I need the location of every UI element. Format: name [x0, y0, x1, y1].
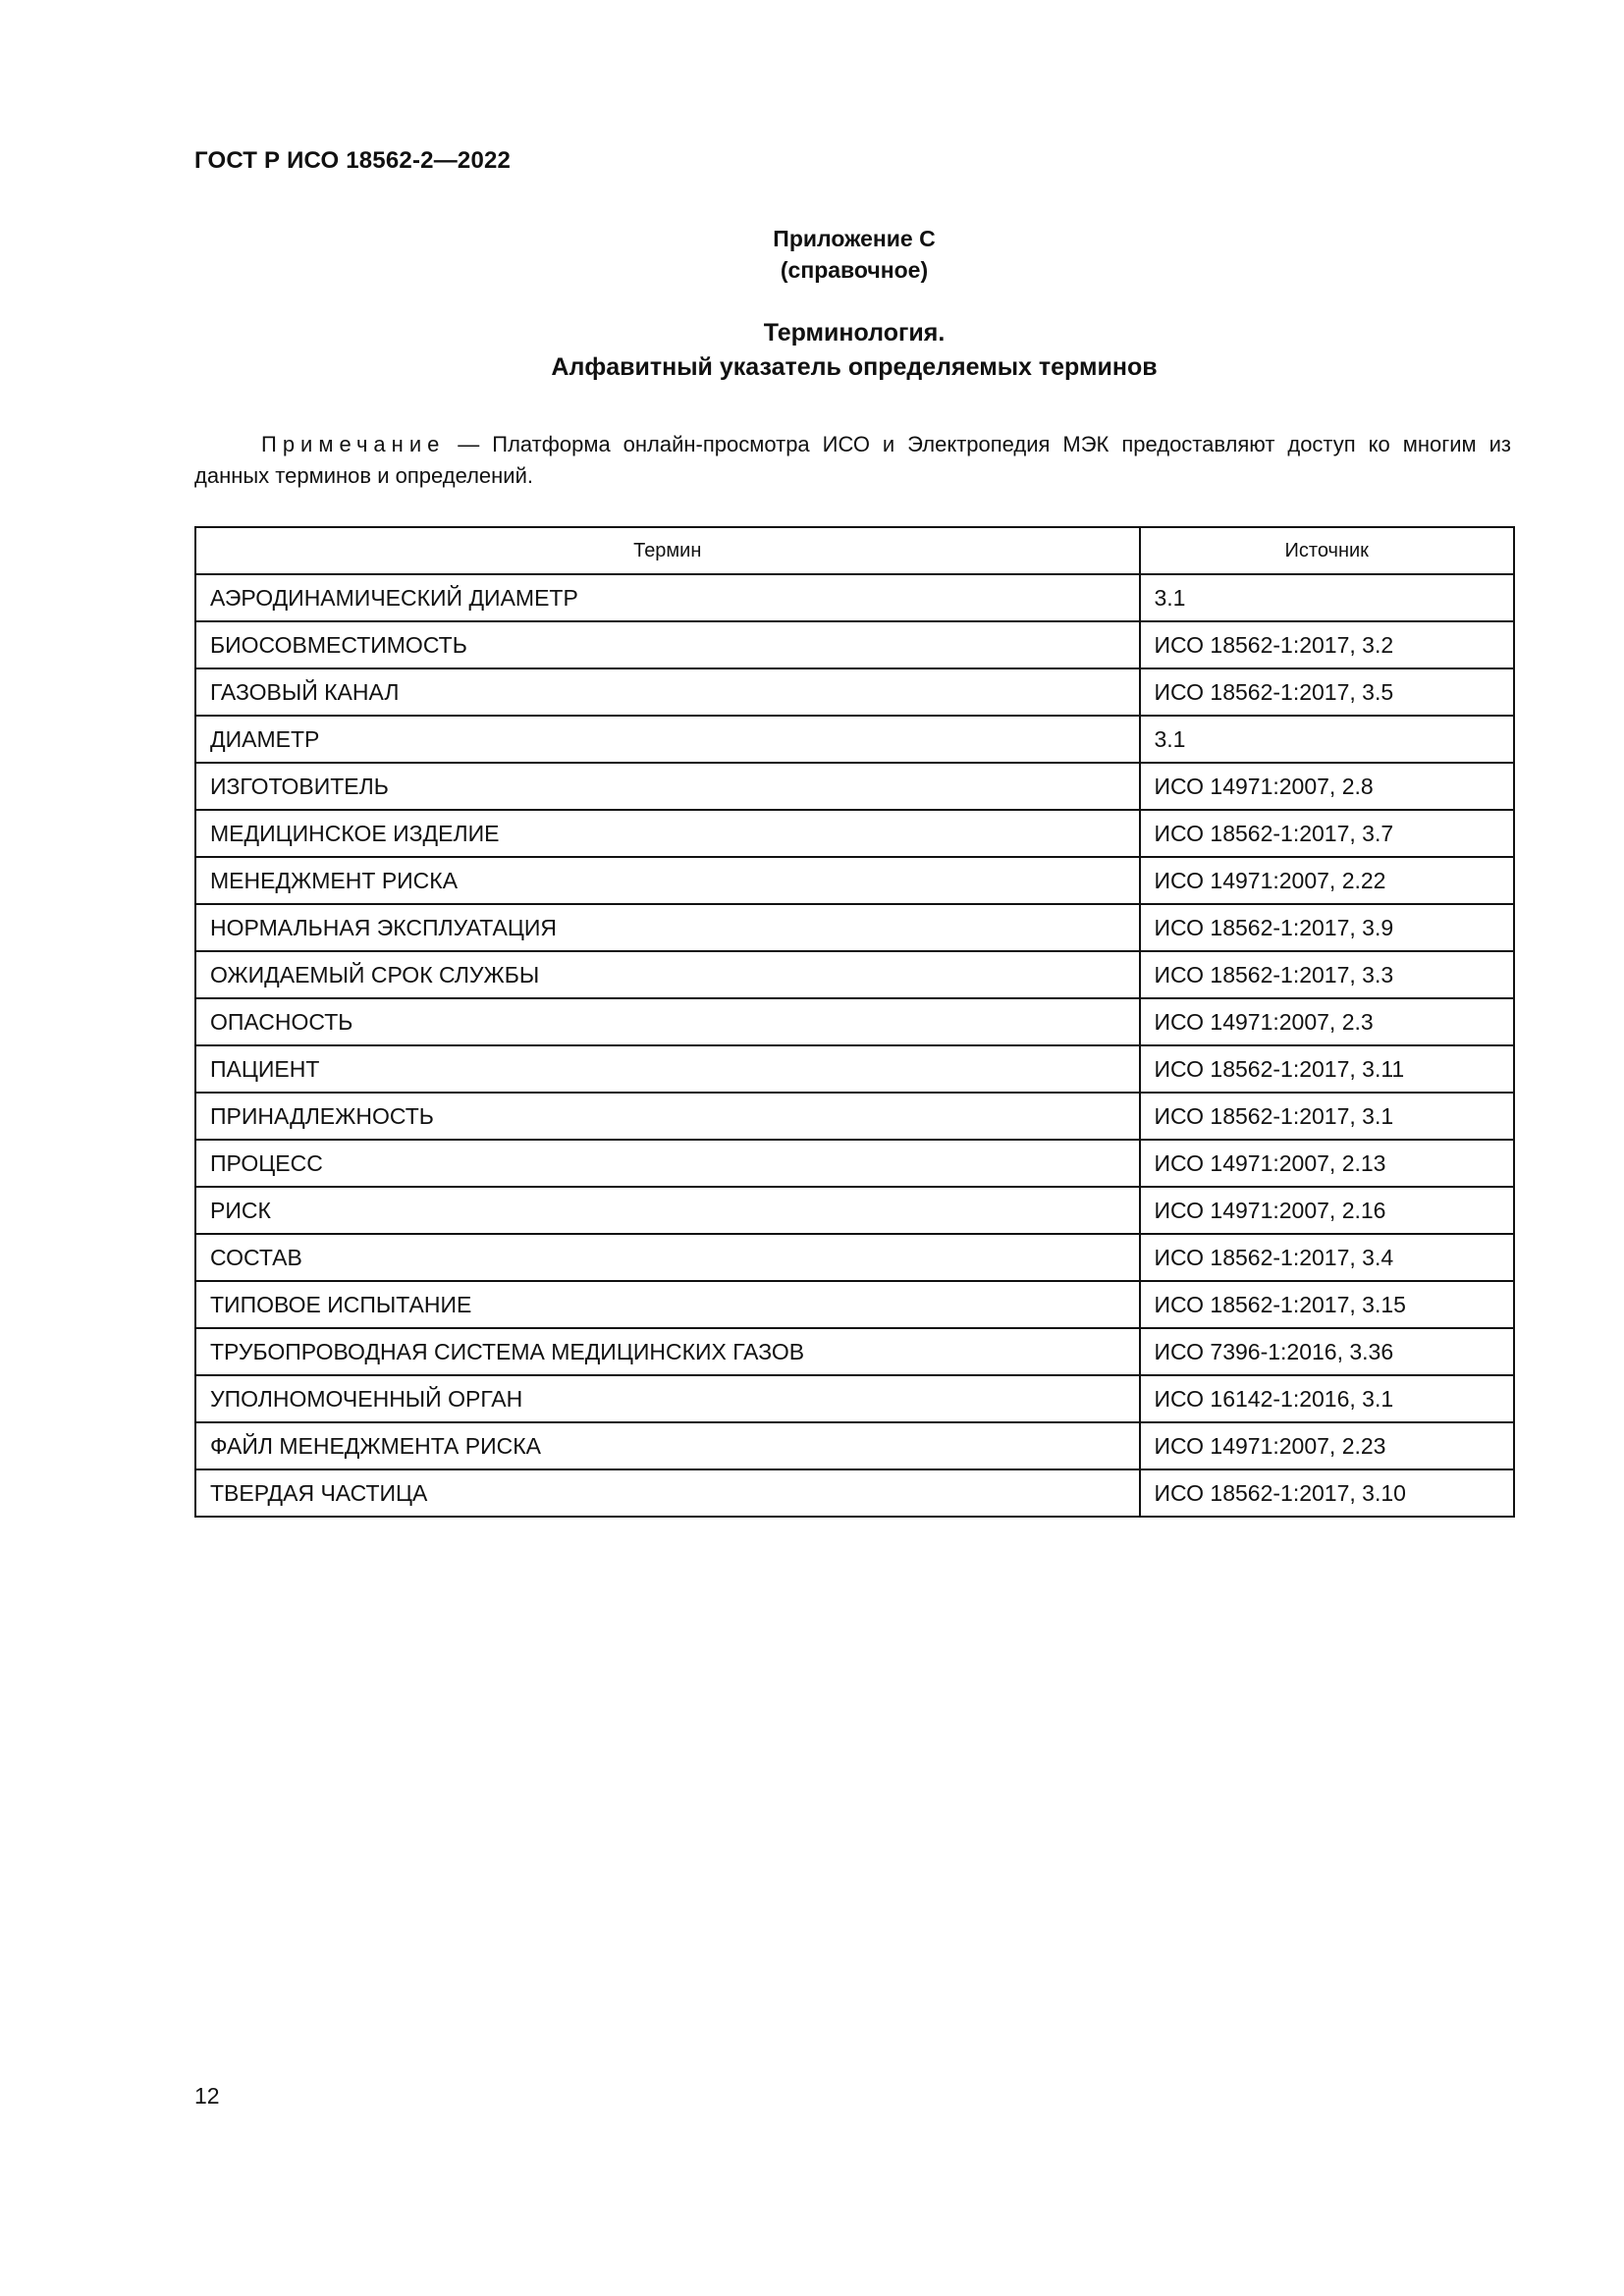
table-row [195, 1422, 1514, 1469]
table-row [195, 1281, 1514, 1328]
term-cell: ТИПОВОЕ ИСПЫТАНИЕ [195, 1281, 1140, 1328]
term-cell: РИСК [195, 1187, 1140, 1234]
table-row [195, 1234, 1514, 1281]
table-row [195, 857, 1514, 904]
table-row [195, 1328, 1514, 1375]
table-row [195, 1093, 1514, 1140]
source-cell: ИСО 7396-1:2016, 3.36 [1140, 1328, 1515, 1375]
section-title-line-2: Алфавитный указатель определяемых терминов [551, 353, 1158, 381]
source-cell: ИСО 18562-1:2017, 3.2 [1140, 621, 1515, 668]
source-cell: ИСО 14971:2007, 2.16 [1140, 1187, 1515, 1234]
note-label: Примечание [261, 432, 446, 456]
term-cell: ПРИНАДЛЕЖНОСТЬ [195, 1093, 1140, 1140]
term-cell: НОРМАЛЬНАЯ ЭКСПЛУАТАЦИЯ [195, 904, 1140, 951]
term-cell: ОПАСНОСТЬ [195, 998, 1140, 1045]
document-code: ГОСТ Р ИСО 18562-2—2022 [194, 147, 512, 174]
table-row [195, 1375, 1514, 1422]
annex-label: Приложение C [773, 226, 936, 251]
term-cell: БИОСОВМЕСТИМОСТЬ [195, 621, 1140, 668]
terms-table-body [195, 574, 1514, 1517]
source-cell: ИСО 18562-1:2017, 3.3 [1140, 951, 1515, 998]
table-row [195, 1469, 1514, 1517]
table-row [195, 574, 1514, 621]
table-header-row [195, 527, 1514, 574]
table-row [195, 1140, 1514, 1187]
table-row [195, 998, 1514, 1045]
header-source: Источник [1140, 527, 1515, 574]
table-row [195, 621, 1514, 668]
term-cell: ОЖИДАЕМЫЙ СРОК СЛУЖБЫ [195, 951, 1140, 998]
header-term: Термин [195, 527, 1140, 574]
source-cell: 3.1 [1140, 716, 1515, 763]
term-cell: ПРОЦЕСС [195, 1140, 1140, 1187]
source-cell: ИСО 18562-1:2017, 3.11 [1140, 1045, 1515, 1093]
table-row [195, 810, 1514, 857]
source-cell: 3.1 [1140, 574, 1515, 621]
source-cell: ИСО 18562-1:2017, 3.9 [1140, 904, 1515, 951]
source-cell: ИСО 18562-1:2017, 3.1 [1140, 1093, 1515, 1140]
term-cell: ГАЗОВЫЙ КАНАЛ [195, 668, 1140, 716]
annex-kind: (справочное) [780, 257, 929, 283]
term-cell: ИЗГОТОВИТЕЛЬ [195, 763, 1140, 810]
source-cell: ИСО 16142-1:2016, 3.1 [1140, 1375, 1515, 1422]
source-cell: ИСО 14971:2007, 2.8 [1140, 763, 1515, 810]
term-cell: ДИАМЕТР [195, 716, 1140, 763]
term-cell: ТВЕРДАЯ ЧАСТИЦА [195, 1469, 1140, 1517]
source-cell: ИСО 14971:2007, 2.13 [1140, 1140, 1515, 1187]
source-cell: ИСО 14971:2007, 2.22 [1140, 857, 1515, 904]
terms-table [194, 526, 1515, 1518]
term-cell: ТРУБОПРОВОДНАЯ СИСТЕМА МЕДИЦИНСКИХ ГАЗОВ [195, 1328, 1140, 1375]
table-row [195, 951, 1514, 998]
table-row [195, 1045, 1514, 1093]
source-cell: ИСО 18562-1:2017, 3.5 [1140, 668, 1515, 716]
term-cell: ФАЙЛ МЕНЕДЖМЕНТА РИСКА [195, 1422, 1140, 1469]
source-cell: ИСО 14971:2007, 2.23 [1140, 1422, 1515, 1469]
page-number: 12 [194, 2083, 220, 2109]
table-row [195, 668, 1514, 716]
term-cell: СОСТАВ [195, 1234, 1140, 1281]
table-row [195, 1187, 1514, 1234]
table-row [195, 763, 1514, 810]
term-cell: МЕНЕДЖМЕНТ РИСКА [195, 857, 1140, 904]
term-cell: АЭРОДИНАМИЧЕСКИЙ ДИАМЕТР [195, 574, 1140, 621]
table-row [195, 716, 1514, 763]
term-cell: ПАЦИЕНТ [195, 1045, 1140, 1093]
term-cell: МЕДИЦИНСКОЕ ИЗДЕЛИЕ [195, 810, 1140, 857]
table-row [195, 904, 1514, 951]
term-cell: УПОЛНОМОЧЕННЫЙ ОРГАН [195, 1375, 1140, 1422]
note-paragraph [194, 429, 1511, 492]
source-cell: ИСО 18562-1:2017, 3.10 [1140, 1469, 1515, 1517]
source-cell: ИСО 18562-1:2017, 3.4 [1140, 1234, 1515, 1281]
source-cell: ИСО 18562-1:2017, 3.7 [1140, 810, 1515, 857]
section-title-line-1: Терминология. [763, 319, 946, 347]
note-text: — Платформа онлайн-просмотра ИСО и Электропедия МЭК предоставляют доступ ко многим из данных терминов и определений. [194, 432, 1511, 488]
source-cell: ИСО 18562-1:2017, 3.15 [1140, 1281, 1515, 1328]
source-cell: ИСО 14971:2007, 2.3 [1140, 998, 1515, 1045]
